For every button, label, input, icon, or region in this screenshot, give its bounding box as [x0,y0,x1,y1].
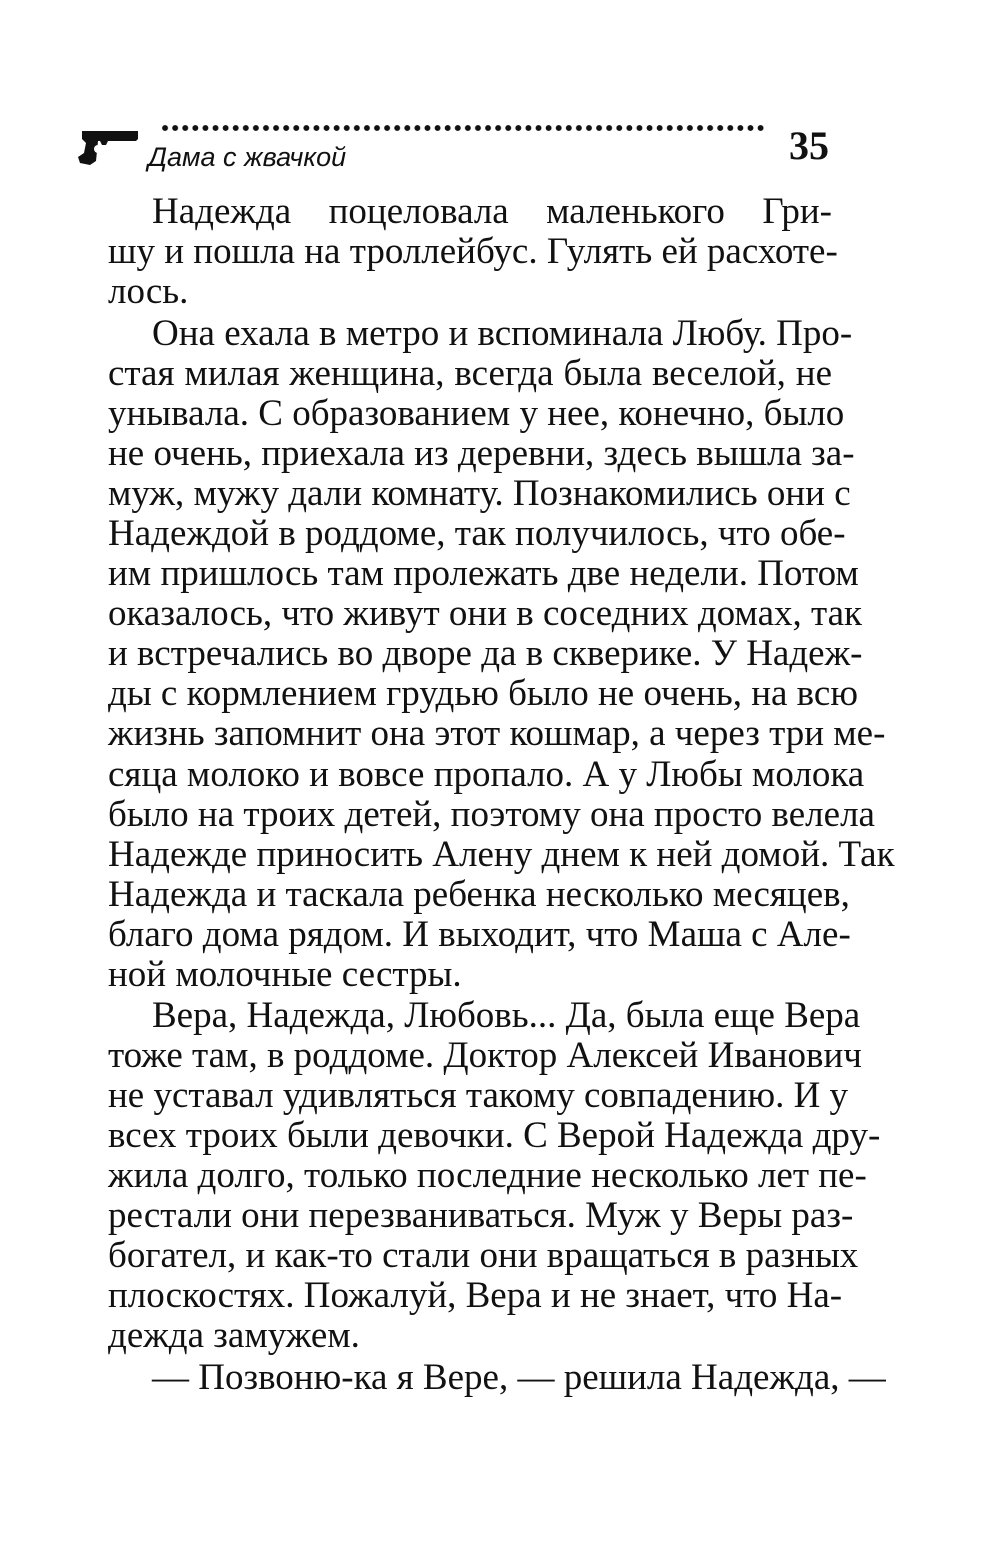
text-line: — Позвоню-ка я Вере, — решила Надежда, — [152,1357,886,1398]
text-line: рестали они перезваниваться. Муж у Веры раз- [108,1195,854,1236]
text-line: не уставал удивляться такому совпадению. И у [108,1075,849,1116]
text-line: ной молочные сестры. [108,954,462,995]
text-line: оказалось, что живут они в соседних домах, так [108,593,863,634]
text-line: стая милая женщина, всегда была веселой, не [108,353,832,394]
text-line: муж, мужу дали комнату. Познакомились они с [108,473,851,514]
pistol-icon [76,127,140,169]
text-line: тоже там, в роддоме. Доктор Алексей Иванович [108,1035,862,1076]
text-line: благо дома рядом. И выходит, что Маша с Але- [108,914,851,955]
text-line: не очень, приехала из деревни, здесь вышла за- [108,433,855,474]
dotted-rule [160,120,765,136]
text-line: Вера, Надежда, Любовь... Да, была еще Вера [152,995,861,1036]
text-line: Надежде приносить Алену днем к ней домой. Так [108,834,895,875]
text-line: Надежда поцеловала маленького Гри- [152,191,832,232]
text-line: шу и пошла на троллейбус. Гулять ей расхоте- [108,231,838,272]
text-line: Надеждой в роддоме, так получилось, что обе- [108,513,846,554]
text-line: сяца молоко и вовсе пропало. А у Любы молока [108,754,865,795]
text-line: было на троих детей, поэтому она просто велела [108,794,875,835]
text-line: Надежда и таскала ребенка несколько месяцев, [108,874,850,915]
text-line: всех троих были девочки. С Верой Надежда дру- [108,1115,881,1156]
text-line: лось. [108,271,189,312]
text-line: жила долго, только последние несколько лет пе- [108,1155,867,1196]
text-line: жизнь запомнит она этот кошмар, а через три ме- [108,713,886,754]
text-line: Она ехала в метро и вспоминала Любу. Про- [152,313,853,354]
text-line: плоскостях. Пожалуй, Вера и не знает, что На- [108,1275,843,1316]
page-number: 35 [789,123,829,168]
text-line: им пришлось там пролежать две недели. Потом [108,553,859,594]
running-header [0,0,1000,190]
text-line: богател, и как-то стали они вращаться в разных [108,1235,859,1276]
text-line: дежда замужем. [108,1315,360,1356]
text-line: и встречались во дворе да в скверике. У Надеж- [108,633,863,674]
book-title: Дама с жвачкой [148,142,347,172]
text-line: ды с кормлением грудью было не очень, на всю [108,673,858,714]
text-line: унывала. С образованием у нее, конечно, было [108,393,845,434]
